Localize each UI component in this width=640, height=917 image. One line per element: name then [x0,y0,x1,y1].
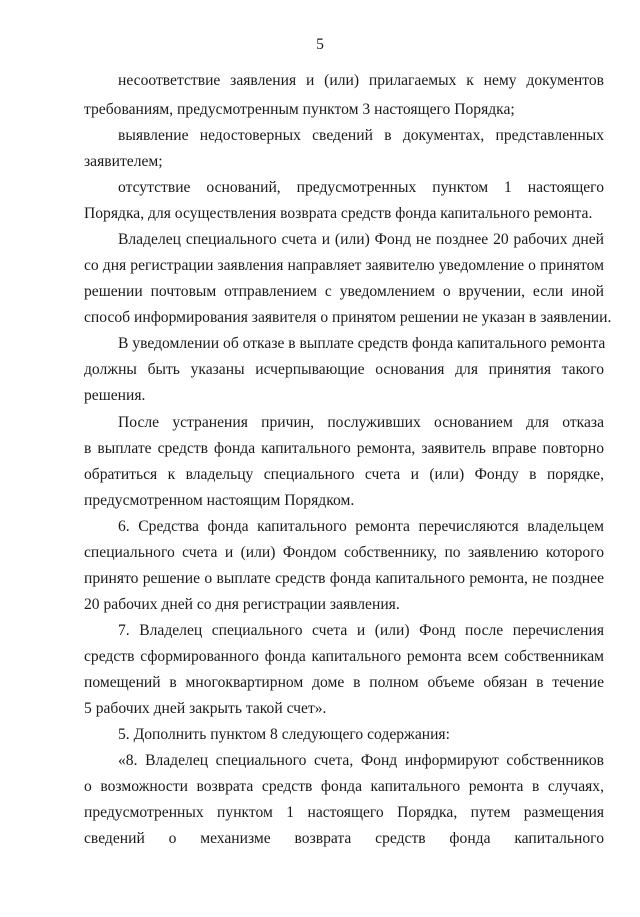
text-line: способ информирования заявителя о принятом решении не указан в заявлении. [84,309,612,326]
text-line: Порядка, для осуществления возврата средств фонда капитального ремонта. [84,205,593,222]
text-line: помещений в многоквартирном доме в полном объеме обязан в течение [84,674,604,691]
text-line: сведений о механизме возврата средств фонда капитального [84,830,604,847]
text-line: 5 рабочих дней закрыть такой счет». [84,700,327,717]
text-line: После устранения причин, послуживших основанием для отказа [118,414,604,431]
text-line: Владелец специального счета и (или) Фонд не позднее 20 рабочих дней [118,231,604,248]
text-line: 5. Дополнить пунктом 8 следующего содержания: [118,726,450,743]
text-line: В уведомлении об отказе в выплате средств фонда капитального ремонта [118,335,606,352]
text-line: должны быть указаны исчерпывающие основания для принятия такого [84,361,604,378]
text-line: в выплате средств фонда капитального ремонта, заявитель вправе повторно [84,440,604,457]
text-line: несоответствие заявления и (или) прилагаемых к нему документов [118,72,604,89]
text-line: средств сформированного фонда капитального ремонта всем собственникам [84,648,604,665]
text-line: со дня регистрации заявления направляет заявителю уведомление о принятом [84,257,604,274]
page-number: 5 [316,36,324,53]
text-line: принято решение о выплате средств фонда капитального ремонта, не позднее [84,570,604,587]
text-line: решении почтовым отправлением с уведомлением о вручении, если иной [84,283,604,300]
text-line: 7. Владелец специального счета и (или) Фонд после перечисления [118,622,604,639]
text-line: предусмотренных пунктом 1 настоящего Порядка, путем размещения [84,804,604,821]
text-line: 6. Средства фонда капитального ремонта перечисляются владельцем [118,518,604,535]
text-line: отсутствие оснований, предусмотренных пунктом 1 настоящего [118,179,604,196]
text-line: требованиям, предусмотренным пунктом 3 настоящего Порядка; [84,101,515,118]
text-line: обратиться к владельцу специального счета и (или) Фонду в порядке, [84,466,604,483]
text-line: заявителем; [84,153,163,170]
text-line: 20 рабочих дней со дня регистрации заявления. [84,596,400,613]
text-line: выявление недостоверных сведений в документах, представленных [118,127,604,144]
text-line: специального счета и (или) Фондом собственнику, по заявлению которого [84,544,604,561]
text-line: решения. [84,387,146,404]
text-line: предусмотренном настоящим Порядком. [84,492,355,509]
text-line: о возможности возврата средств фонда капитального ремонта в случаях, [84,778,604,795]
text-line: «8. Владелец специального счета, Фонд информируют собственников [118,752,604,769]
